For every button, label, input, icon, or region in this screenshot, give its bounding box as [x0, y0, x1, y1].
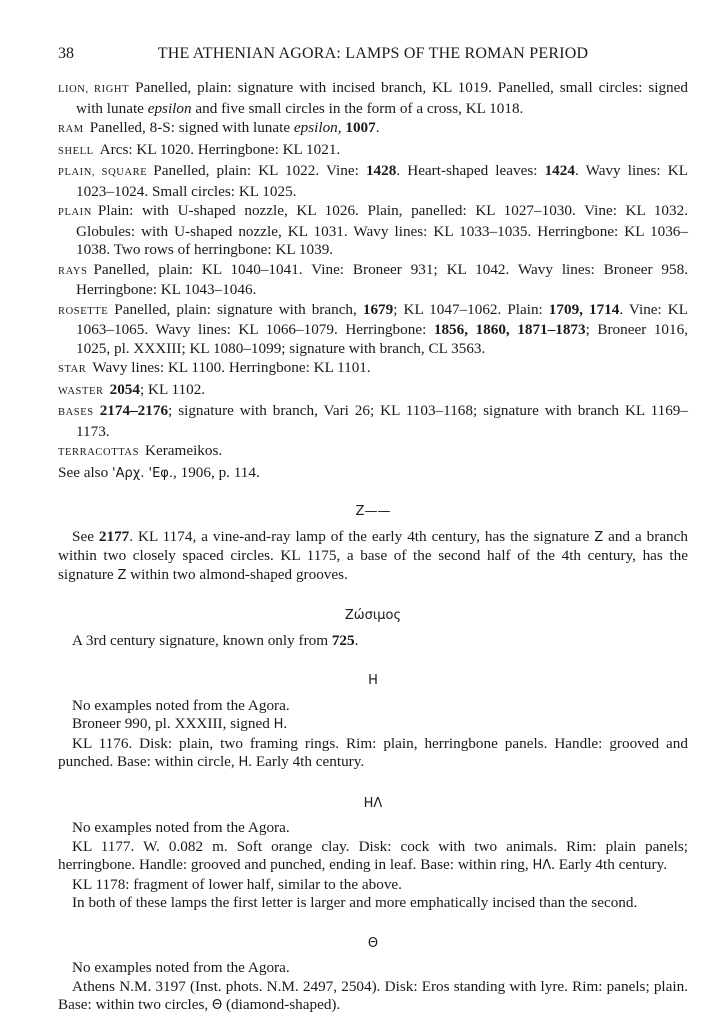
section-z-paragraph	[58, 528, 688, 586]
entry-text: Arcs: KL 1020. Herringbone: KL 1021.	[99, 140, 341, 158]
entry-rosette	[58, 301, 688, 359]
entry-text: Panelled, plain: signature with incised branch, KL 1019. Panelled, small circles: signed with lunate	[76, 79, 688, 117]
catalog-number: 1709, 1714	[548, 300, 620, 318]
entry-italic: epsilon	[147, 99, 192, 117]
para-text: . Early 4th century.	[551, 856, 667, 873]
entry-lion-right	[58, 79, 688, 118]
section-hl-p3: KL 1178: fragment of lower half, similar to the above.	[72, 875, 402, 893]
entry-label: TERRACOTTAS	[58, 447, 140, 458]
greek-letter: Z	[117, 567, 127, 583]
entry-label: RAYS	[58, 265, 88, 277]
catalog-number: 1856, 1860, 1871–1873	[433, 321, 586, 338]
section-hl-p1: No examples noted from the Agora.	[72, 819, 290, 836]
section-h-p2	[58, 715, 688, 735]
para-text: KL 1177. W. 0.082 m. Soft orange clay. Disk: cock with two animals. Rim: plain panels; herringbone. Handle: grooved and punched, ending in leaf. Base: within ring,	[58, 837, 688, 873]
entry-plain	[58, 202, 688, 260]
para-text: . KL 1174, a vine-and-ray lamp of the early 4th century, has the signature	[129, 527, 595, 545]
entry-text: Panelled, plain: signature with branch,	[114, 300, 363, 318]
greek-letter: H	[273, 717, 284, 732]
page-body	[58, 79, 688, 1016]
para-text: within two almond-shaped grooves.	[126, 565, 348, 583]
section-heading-h: H	[368, 673, 378, 688]
entry-text: Panelled, plain: KL 1022. Vine:	[153, 162, 366, 179]
section-h-p3	[58, 735, 688, 773]
catalog-number: 2054	[109, 380, 140, 398]
greek-letter: H	[238, 755, 249, 770]
entry-bases	[58, 402, 688, 441]
greek-letter: HΛ	[532, 858, 552, 873]
greek-letter: Z	[594, 529, 604, 545]
entry-label: WASTER	[58, 385, 104, 397]
entry-label: PLAIN, SQUARE	[58, 167, 148, 178]
entry-text: ; Broneer 1016, 1025, pl. XXXIII; KL 1080–1099; signature with branch, CL 3563.	[76, 321, 688, 357]
entry-ram	[58, 119, 688, 140]
para-text: Athens N.M. 3197 (Inst. phots. N.M. 2497, 2504). Disk: Eros standing with lyre. Rim: panels; plain. Base: within two circles,	[58, 977, 688, 1013]
entry-text: Kerameikos.	[145, 442, 223, 459]
entry-text: ; KL 1047–1062. Plain:	[393, 300, 549, 318]
greek-citation: 'Αρχ. 'Εφ.	[112, 465, 173, 481]
entry-label: LION, RIGHT	[58, 84, 130, 95]
entry-label: PLAIN	[58, 207, 92, 218]
section-hl-p4: In both of these lamps the first letter is larger and more emphatically incised than the second.	[72, 894, 638, 911]
see-also-line	[58, 464, 688, 484]
entry-text: Wavy lines: KL 1100. Herringbone: KL 1101.	[92, 359, 371, 376]
entry-label: BASES	[58, 407, 94, 418]
para-text: (diamond-shaped).	[222, 996, 341, 1013]
entry-star	[58, 359, 688, 380]
entry-text: . Wavy lines: KL 1023–1024. Small circles: KL 1025.	[76, 162, 689, 200]
entry-label: SHELL	[58, 145, 94, 157]
catalog-number: 2177	[98, 527, 130, 545]
para-text: and a branch within two closely spaced circles. KL 1175, a base of the second half of the 4th century, has the signature	[58, 527, 688, 583]
entry-label: STAR	[58, 364, 87, 375]
para-text: . Early 4th century.	[248, 753, 365, 770]
para-text: .	[283, 715, 288, 732]
section-theta-p2	[58, 978, 688, 1016]
entry-text: Panelled, 8-S: signed with lunate	[89, 119, 294, 136]
catalog-number: 2174–2176	[99, 402, 169, 419]
catalog-number: 1679	[362, 300, 394, 318]
para-text: .	[354, 631, 359, 649]
entry-text: Panelled, plain: KL 1040–1041. Vine: Broneer 931; KL 1042. Wavy lines: Broneer 958. Herringbone: KL 1043–1046.	[76, 260, 688, 298]
entry-rays	[58, 261, 688, 300]
entry-plain-square	[58, 162, 688, 201]
section-h-p1: No examples noted from the Agora.	[72, 696, 290, 714]
catalog-number: 1007	[345, 119, 376, 136]
catalog-number: 725	[331, 631, 355, 649]
greek-letter: Θ	[211, 998, 223, 1013]
para-text: KL 1176. Disk: plain, two framing rings. Rim: plain, herringbone panels. Handle: grooved and punched. Base: within circle,	[58, 734, 688, 770]
section-hl-p2	[58, 838, 688, 876]
entry-terracottas	[58, 442, 688, 463]
entry-label: ROSETTE	[58, 305, 109, 317]
entry-italic: epsilon,	[293, 119, 342, 136]
see-also-prefix: See also	[58, 463, 112, 481]
entry-text: and five small circles in the form of a cross, KL 1018.	[191, 99, 524, 117]
section-heading-theta: Θ	[367, 935, 379, 951]
section-heading-hl: HΛ	[363, 795, 383, 811]
section-heading-zosimos: Ζώσιμος	[344, 608, 402, 623]
catalog-number: 1424	[544, 162, 575, 179]
section-heading-z: Z——	[355, 504, 391, 519]
entry-shell	[58, 141, 688, 162]
catalog-number: 1428	[365, 162, 397, 179]
entry-text: . Vine: KL 1063–1065. Wavy lines: KL 1066–1079. Herringbone:	[76, 300, 689, 338]
running-title: THE ATHENIAN AGORA: LAMPS OF THE ROMAN PERIOD	[157, 45, 589, 62]
para-text: See	[72, 527, 99, 545]
entry-text: ; signature with branch, Vari 26; KL 1103–1168; signature with branch KL 1169–1173.	[76, 402, 688, 440]
para-text: A 3rd century signature, known only from	[72, 631, 332, 649]
entry-text: .	[375, 119, 380, 136]
section-zosimos-paragraph	[58, 632, 688, 651]
entry-text: . Heart-shaped leaves:	[396, 162, 545, 179]
section-theta-p1: No examples noted from the Agora.	[72, 959, 290, 976]
entry-text: ; KL 1102.	[139, 380, 206, 398]
page-number: 38	[58, 45, 74, 62]
entry-label: RAM	[58, 124, 84, 135]
entry-text: Plain: with U-shaped nozzle, KL 1026. Plain, panelled: KL 1027–1030. Vine: KL 1032. Globules: with U-shaped nozzle, KL 1031. Wavy lines: KL 1033–1035. Herringbone: KL 1036–1038. Two rows of herringbone: KL 1039.	[76, 202, 688, 258]
page-header	[58, 45, 688, 69]
entry-waster	[58, 381, 688, 402]
see-also-suffix: , 1906, p. 114.	[173, 463, 260, 481]
para-text: Broneer 990, pl. XXXIII, signed	[72, 715, 274, 732]
